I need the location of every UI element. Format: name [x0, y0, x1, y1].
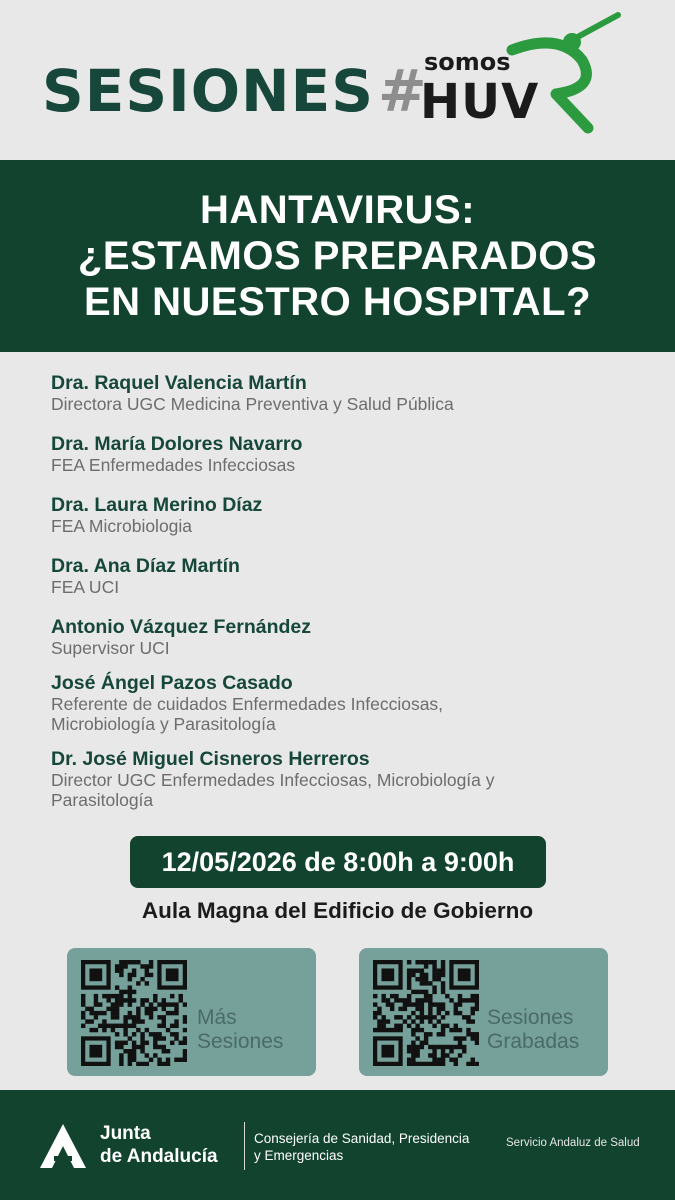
speaker-name: Antonio Vázquez Fernández: [51, 616, 312, 638]
speaker-item: [51, 433, 651, 494]
hash-symbol: #: [378, 57, 427, 125]
speaker-item: [51, 555, 651, 616]
speaker-name: José Ángel Pazos Casado: [51, 672, 293, 694]
speaker-item: [51, 672, 651, 748]
speaker-role: FEA UCI: [51, 577, 120, 597]
speaker-name: Dra. María Dolores Navarro: [51, 433, 303, 455]
consejeria-line: y Emergencias: [254, 1148, 344, 1163]
huv-wordmark: HUV: [420, 74, 540, 130]
qr-card-sesiones-grabadas[interactable]: [359, 948, 608, 1076]
speaker-list: [51, 372, 651, 810]
title-line: EN NUESTRO HOSPITAL?: [83, 280, 592, 324]
speaker-role: Supervisor UCI: [51, 638, 170, 658]
qr-label-line: Sesiones: [487, 1006, 574, 1029]
qr-label: [197, 1006, 283, 1054]
junta-andalucia-wordmark: [100, 1122, 218, 1168]
speaker-role: FEA Microbiologia: [51, 516, 193, 536]
speaker-name: Dra. Laura Merino Díaz: [51, 494, 263, 516]
junta-andalucia-logo-icon: [38, 1122, 88, 1170]
consejeria-line: Consejería de Sanidad, Presidencia: [254, 1131, 470, 1146]
speaker-name: Dr. José Miguel Cisneros Herreros: [51, 748, 370, 770]
qr-card-mas-sesiones[interactable]: [67, 948, 316, 1076]
speaker-name: Dra. Raquel Valencia Martín: [51, 372, 307, 394]
speaker-role: FEA Enfermedades Infecciosas: [51, 455, 296, 475]
speaker-role: Director UGC Enfermedades Infecciosas, Microbiología y: [51, 770, 495, 790]
somos-wordmark: somos: [424, 48, 511, 76]
speaker-role: Parasitología: [51, 790, 154, 810]
qr-code-icon[interactable]: [81, 960, 187, 1066]
speaker-item: [51, 616, 651, 672]
qr-label: [487, 1006, 579, 1054]
header: [0, 0, 675, 160]
sesiones-wordmark: SESIONES: [42, 57, 374, 125]
qr-code-icon[interactable]: [373, 960, 479, 1066]
speaker-role: Directora UGC Medicina Preventiva y Salud Pública: [51, 394, 454, 414]
qr-label-line: Grabadas: [487, 1030, 580, 1053]
huv-logo-icon: [500, 10, 630, 135]
speaker-item: [51, 494, 651, 555]
qr-label-line: Más: [197, 1006, 237, 1029]
speaker-name: Dra. Ana Díaz Martín: [51, 555, 240, 577]
qr-label-line: Sesiones: [197, 1030, 284, 1053]
speaker-role: Microbiología y Parasitología: [51, 714, 276, 734]
sas-text: Servicio Andaluz de Salud: [506, 1137, 640, 1149]
speaker-item: [51, 748, 651, 810]
consejeria-text: [254, 1130, 469, 1164]
speaker-role: Referente de cuidados Enfermedades Infecciosas,: [51, 694, 444, 714]
title-line: HANTAVIRUS:: [199, 188, 476, 232]
date-time-badge: 12/05/2026 de 8:00h a 9:00h: [130, 836, 546, 888]
event-location: Aula Magna del Edificio de Gobierno: [141, 898, 534, 923]
speaker-item: [51, 372, 651, 433]
footer-divider: [244, 1122, 245, 1170]
title-line: ¿ESTAMOS PREPARADOS: [77, 234, 598, 278]
junta-line: Junta: [100, 1123, 151, 1144]
title-band: [0, 160, 675, 352]
junta-line: de Andalucía: [100, 1146, 218, 1167]
session-title: [78, 187, 597, 325]
